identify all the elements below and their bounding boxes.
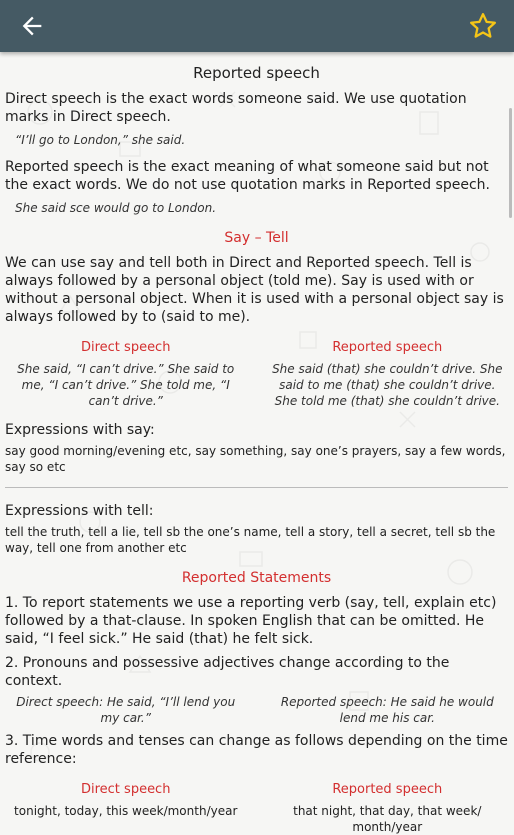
say-expressions-list: say good morning/evening etc, say something, say one’s prayers, say a few words, say so etc (5, 444, 506, 474)
reported-column (267, 330, 508, 409)
rule-1: 1. To report statements we use a reporting verb (say, tell, explain etc) followed by a that-clause. In spoken English that can be omitted. He said, “I feel sick.” He said (that) he felt sick. (5, 595, 497, 647)
page-title: Reported speech (193, 64, 320, 82)
reported-speech-example: She said sce would go to London. (15, 201, 217, 215)
direct-speech-example: “I’ll go to London,” she said. (15, 133, 186, 147)
rule-2-direct: Direct speech: He said, “I’ll lend you my car.” (16, 695, 236, 725)
reported-statements-heading: Reported Statements (181, 570, 332, 586)
say-tell-heading: Say – Tell (224, 230, 289, 246)
direct-column (5, 330, 246, 409)
reported-speech-definition: Reported speech is the exact meaning of what someone said but not the exact words. We do not use quotation marks in Reported speech. (5, 159, 490, 193)
time-direct-words: tonight, today, this week/month/year (14, 804, 238, 818)
tell-expressions-label: Expressions with tell: (5, 503, 154, 519)
rule-2: 2. Pronouns and possessive adjectives change according to the context. (5, 655, 450, 689)
time-reported-heading: Reported speech (332, 782, 443, 797)
rule-2-examples (5, 694, 508, 726)
time-direct-column (5, 772, 246, 835)
say-expressions-label: Expressions with say: (5, 422, 155, 438)
lesson-content[interactable] (0, 52, 514, 834)
tell-expressions-list: tell the truth, tell a lie, tell sb the one’s name, tell a story, tell a secret, tell sb the way, tell one from another etc (5, 525, 496, 555)
reported-column-heading: Reported speech (332, 340, 443, 355)
direct-column-heading: Direct speech (80, 340, 171, 355)
time-direct-heading: Direct speech (80, 782, 171, 797)
star-icon[interactable] (468, 11, 498, 41)
time-words-table (5, 772, 508, 835)
rule-2-reported: Reported speech: He said he would lend me his car. (280, 695, 494, 725)
direct-column-examples: She said, “I can’t drive.” She said to me, “I can’t drive.” She told me, “I can’t drive.” (17, 362, 235, 408)
app-bar (0, 0, 514, 52)
time-reported-column (267, 772, 508, 835)
rule-3: 3. Time words and tenses can change as follows depending on the time reference: (5, 733, 508, 767)
direct-speech-definition: Direct speech is the exact words someone said. We use quotation marks in Direct speech. (5, 91, 467, 125)
time-reported-words: that night, that day, that week/ month/year (293, 804, 482, 834)
say-tell-text: We can use say and tell both in Direct and Reported speech. Tell is always followed by a personal object (told me). Say is used with or without a personal object. When it is used with a personal object say is always followed by to (said to me). (5, 255, 504, 325)
reported-column-examples: She said (that) she couldn’t drive. She said to me (that) she couldn’t drive. She told me (that) she couldn’t drive. (272, 362, 503, 408)
arrow-left-icon[interactable] (18, 12, 46, 40)
divider (5, 487, 508, 488)
say-tell-examples (5, 330, 508, 409)
